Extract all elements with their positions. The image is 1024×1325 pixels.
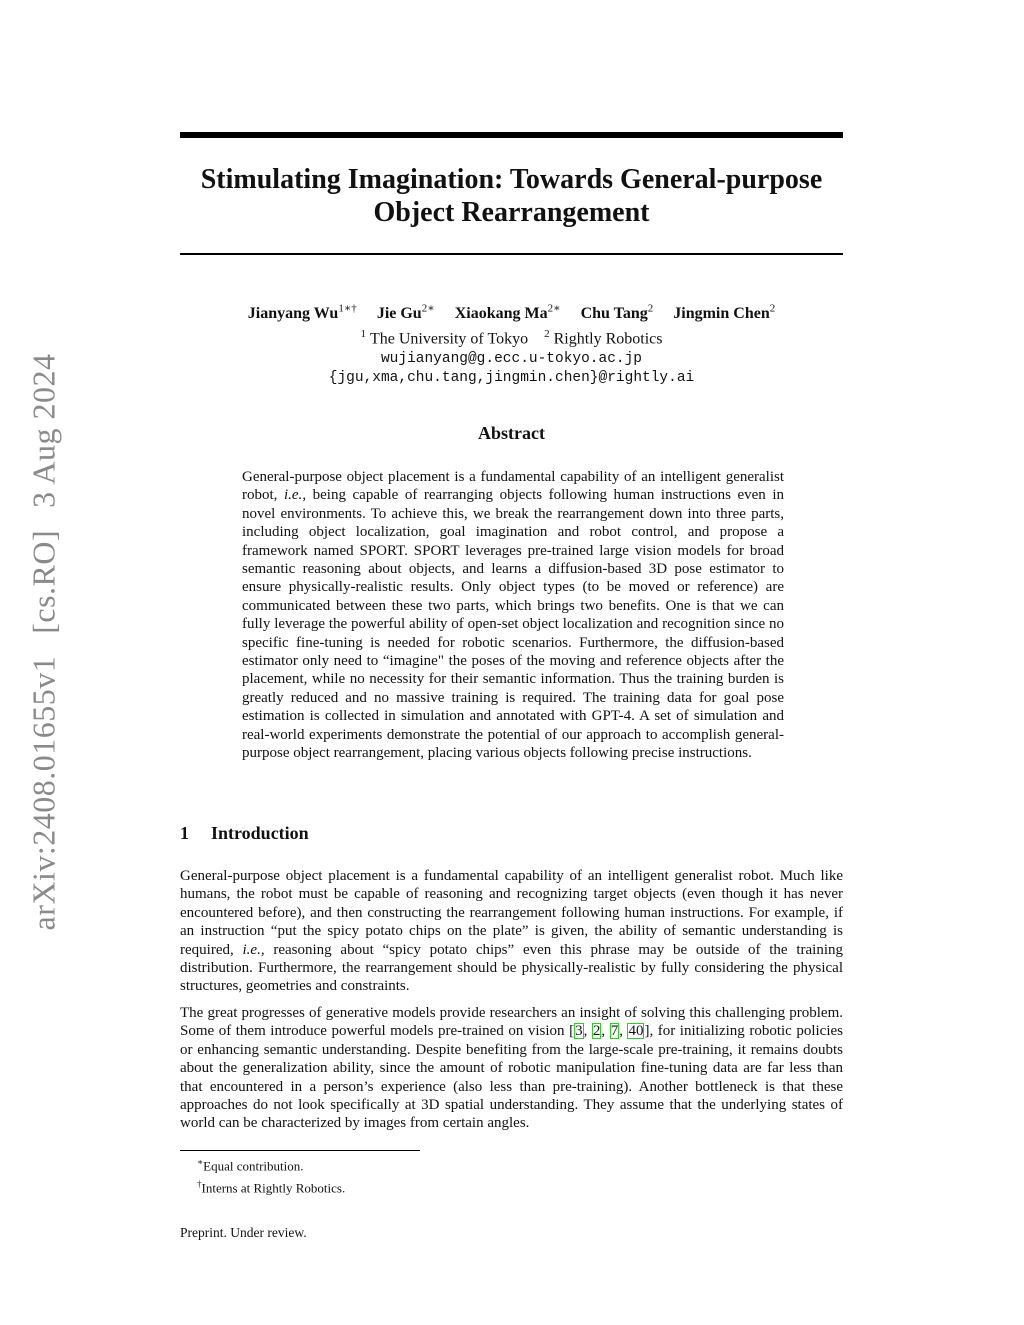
footnotes xyxy=(180,1153,345,1198)
abstract-text: General-purpose object placement is a fundamental capability of an intelligent generalist robot, i.e., being capable of rearranging objects following human instructions even in novel environments. To achieve this, we break the rearrangement down into three parts, including object localization, goal imagination and robot control, and propose a framework named SPORT. SPORT leverages pre-trained large vision models for broad semantic reasoning about objects, and learns a diffusion-based 3D pose estimator to ensure physically-realistic results. Only object types (to be moved or reference) are communicated between these two parts, which brings two benefits. One is that we can fully leverage the powerful ability of open-set object localization and recognition since no specific fine-tuning is needed for robotic scenarios. Furthermore, the diffusion-based estimator only need to “imagine" the poses of the moving and reference objects after the placement, while no necessity for their semantic information. Thus the training burden is greatly reduced and no massive training is required. The training data for goal pose estimation is collected in simulation and annotated with GPT-4. A set of simulation and real-world experiments demonstrate the potential of our approach to accomplish general-purpose object rearrangement, placing various objects following precise instructions. xyxy=(242,469,784,762)
footnote: †Interns at Rightly Robotics. xyxy=(197,1179,346,1196)
email-line-1: wujianyang@g.ecc.u-tokyo.ac.jp xyxy=(380,350,643,367)
arxiv-id: arXiv:2408.01655v1 xyxy=(25,655,62,931)
arxiv-category: [cs.RO] xyxy=(25,529,62,634)
footnote-rule xyxy=(180,1150,420,1151)
author: Xiaokang $Ma^{2∗}$ xyxy=(454,303,561,323)
arxiv-date: 3 Aug 2024 xyxy=(25,353,62,508)
author-block xyxy=(180,299,843,388)
email-line-2: {jgu,xma,chu.tang,jingmin.chen}@rightly.ai xyxy=(328,369,695,386)
affiliations: $^1$ The University of Tokyo $^2$ Rightly Robotics xyxy=(360,328,663,348)
paper-title xyxy=(180,163,843,229)
citation-link[interactable]: 2 xyxy=(592,1023,601,1040)
title-line-2: Object Rearrangement xyxy=(373,197,650,228)
author-names xyxy=(180,299,843,324)
paragraph: General-purpose object placement is a fundamental capability of an intelligent generalist robot. Much like humans, the robot must be capable of reasoning and recognizing target objects (even though it has never encountered before), and then constructing the rearrangement following human instructions. For example, if an instruction “put the spicy potato chips on the plate” is given, the ability of semantic understanding is required, i.e., reasoning about “spicy potato chips” even this phrase may be outside of the training distribution. Furthermore, the rearrangement should be physically-realistic by fully considering the physical structures, geometries and constraints. xyxy=(180,868,843,995)
title-bottom-rule xyxy=(180,253,843,255)
preprint-notice: Preprint. Under review. xyxy=(180,1225,307,1240)
author: Jie $Gu^{2∗}$ xyxy=(376,303,435,323)
title-top-rule xyxy=(180,132,843,138)
author: Jingmin Chen$^2$ xyxy=(673,303,776,323)
author: Jianyang $Wu^{1∗\dagger}$ xyxy=(247,303,357,323)
citation-link[interactable]: 7 xyxy=(610,1023,619,1040)
author: Chu Tang$^2$ xyxy=(580,303,654,323)
title-line-1: Stimulating Imagination: Towards General-purpose xyxy=(200,164,823,195)
paragraph: The great progresses of generative models provide researchers an insight of solving this challenging problem. Some of them introduce powerful models pre-trained on vision [3, 2, 7, 40], for initializing robotic policies or enhancing semantic understanding. Despite benefiting from the large-scale pre-training, it remains doubts about the generalization ability, since the amount of robotic manipulation fine-tuning data are far less than that encountered in a person’s experience (also less than pre-training). Another bottleneck is that these approaches do not look specifically at 3D spatial understanding. They assume that the underlying states of world can be characterized by images from certain angles. xyxy=(180,1005,844,1132)
citation-link[interactable]: 40 xyxy=(628,1023,644,1040)
section-heading-introduction: 1 Introduction xyxy=(180,823,309,843)
footnote: ∗Equal contribution. xyxy=(197,1157,304,1174)
abstract-heading: Abstract xyxy=(478,423,545,443)
citation-link[interactable]: 3 xyxy=(575,1023,583,1040)
arxiv-side-stamp xyxy=(26,353,63,930)
